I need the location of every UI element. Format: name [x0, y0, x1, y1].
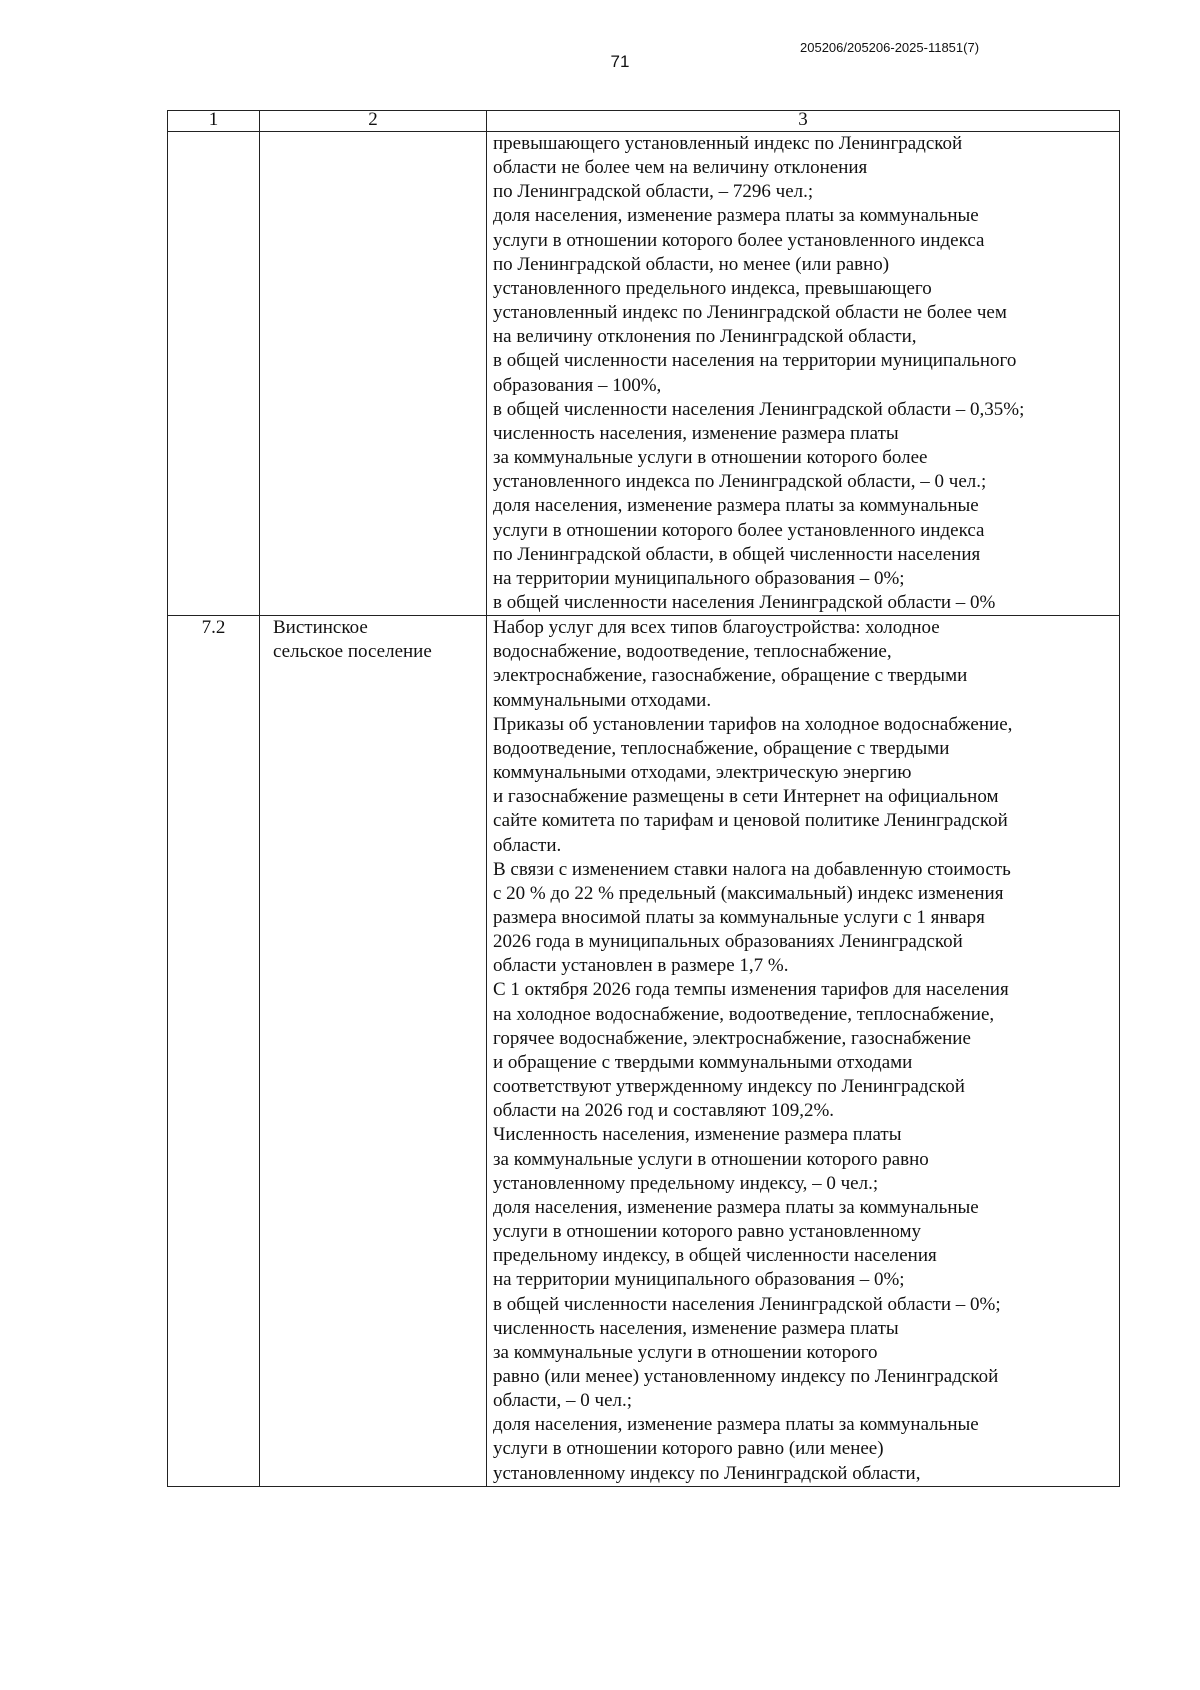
description-line: по Ленинградской области, но менее (или равно) [493, 253, 890, 275]
description-line: доля населения, изменение размера платы за коммунальные [493, 495, 979, 517]
column-header-3: 3 [487, 111, 1120, 132]
municipality-name-cell [260, 132, 487, 616]
description-line: в общей численности населения Ленинградской области – 0%; [493, 1293, 1001, 1315]
description-line: области, – 0 чел.; [493, 1390, 633, 1412]
page-number: 71 [610, 52, 630, 71]
description-cell [487, 616, 1120, 1487]
description-line: электроснабжение, газоснабжение, обращение с твердыми [493, 665, 968, 687]
municipality-name-line: Вистинское [273, 617, 368, 639]
description-line: коммунальными отходами. [493, 689, 712, 711]
description-line: горячее водоснабжение, электроснабжение, газоснабжение [493, 1027, 971, 1049]
description-line: С 1 октября 2026 года темпы изменения тарифов для населения [493, 979, 1009, 1001]
description-line: доля населения, изменение размера платы за коммунальные [493, 1414, 979, 1436]
description-line: и обращение с твердыми коммунальными отходами [493, 1051, 913, 1073]
description-line: в общей численности населения Ленинградской области – 0% [493, 591, 996, 613]
table-header-row [168, 111, 1120, 132]
description-line: области на 2026 год и составляют 109,2%. [493, 1100, 835, 1122]
description-line: 2026 года в муниципальных образованиях Ленинградской [493, 931, 963, 953]
description-line: с 20 % до 22 % предельный (максимальный) индекс изменения [493, 882, 1004, 904]
description-line: и газоснабжение размещены в сети Интернет на официальном [493, 786, 999, 808]
description-line: равно (или менее) установленному индексу по Ленинградской [493, 1365, 999, 1387]
table-row [168, 616, 1120, 1487]
column-header-2: 2 [260, 111, 487, 132]
description-line: на величину отклонения по Ленинградской области, [493, 326, 917, 348]
description-line: установленному индексу по Ленинградской области, [493, 1462, 921, 1484]
description-line: водоснабжение, водоотведение, теплоснабжение, [493, 641, 892, 663]
table-body [168, 132, 1120, 1487]
description-line: за коммунальные услуги в отношении которого равно [493, 1148, 929, 1170]
row-number-cell: 7.2 [168, 616, 260, 1487]
description-line: установленный индекс по Ленинградской области не более чем [493, 302, 1007, 324]
description-line: по Ленинградской области, – 7296 чел.; [493, 181, 814, 203]
description-line: установленного предельного индекса, превышающего [493, 277, 932, 299]
description-cell [487, 132, 1120, 616]
description-line: превышающего установленный индекс по Ленинградской [493, 133, 963, 154]
description-line: предельному индексу, в общей численности населения [493, 1245, 937, 1267]
column-header-1: 1 [168, 111, 260, 132]
municipality-name-line: сельское поселение [273, 641, 432, 663]
description-line: Набор услуг для всех типов благоустройства: холодное [493, 617, 940, 639]
description-line: водоотведение, теплоснабжение, обращение с твердыми [493, 737, 950, 759]
description-line: на территории муниципального образования – 0%; [493, 1269, 905, 1291]
description-line: области не более чем на величину отклонения [493, 157, 868, 179]
description-line: области установлен в размере 1,7 %. [493, 955, 789, 977]
description-line: на территории муниципального образования – 0%; [493, 567, 905, 589]
document-id: 205206/205206-2025-11851(7) [800, 40, 980, 55]
description-line: услуги в отношении которого равно установленному [493, 1221, 922, 1243]
description-line: услуги в отношении которого более установленного индекса [493, 229, 985, 251]
description-line: области. [493, 834, 562, 856]
description-line: доля населения, изменение размера платы за коммунальные [493, 1196, 979, 1218]
description-line: в общей численности населения Ленинградской области – 0,35%; [493, 398, 1025, 420]
description-line: образования – 100%, [493, 374, 662, 396]
description-line: услуги в отношении которого более установленного индекса [493, 519, 985, 541]
description-line: Приказы об установлении тарифов на холодное водоснабжение, [493, 713, 1013, 735]
description-line: соответствуют утвержденному индексу по Ленинградской [493, 1076, 965, 1098]
description-line: доля населения, изменение размера платы за коммунальные [493, 205, 979, 227]
description-line: за коммунальные услуги в отношении которого [493, 1341, 878, 1363]
description-line: численность населения, изменение размера платы [493, 1317, 899, 1339]
document-table [167, 110, 1120, 1487]
description-line: установленному предельному индексу, – 0 чел.; [493, 1172, 879, 1194]
description-line: сайте комитета по тарифам и ценовой политике Ленинградской [493, 810, 1008, 832]
table-row [168, 132, 1120, 616]
description-line: В связи с изменением ставки налога на добавленную стоимость [493, 858, 1011, 880]
description-line: коммунальными отходами, электрическую энергию [493, 762, 912, 784]
municipality-name-cell [260, 616, 487, 1487]
description-line: за коммунальные услуги в отношении которого более [493, 447, 928, 469]
description-line: размера вносимой платы за коммунальные услуги с 1 января [493, 907, 985, 928]
description-line: в общей численности населения на территории муниципального [493, 350, 1017, 372]
description-line: Численность населения, изменение размера платы [493, 1124, 902, 1146]
description-line: на холодное водоснабжение, водоотведение, теплоснабжение, [493, 1003, 995, 1025]
description-line: услуги в отношении которого равно (или менее) [493, 1438, 884, 1460]
description-line: установленного индекса по Ленинградской области, – 0 чел.; [493, 471, 987, 493]
description-line: численность населения, изменение размера платы [493, 422, 899, 444]
description-line: по Ленинградской области, в общей численности населения [493, 543, 981, 565]
row-number-cell [168, 132, 260, 616]
